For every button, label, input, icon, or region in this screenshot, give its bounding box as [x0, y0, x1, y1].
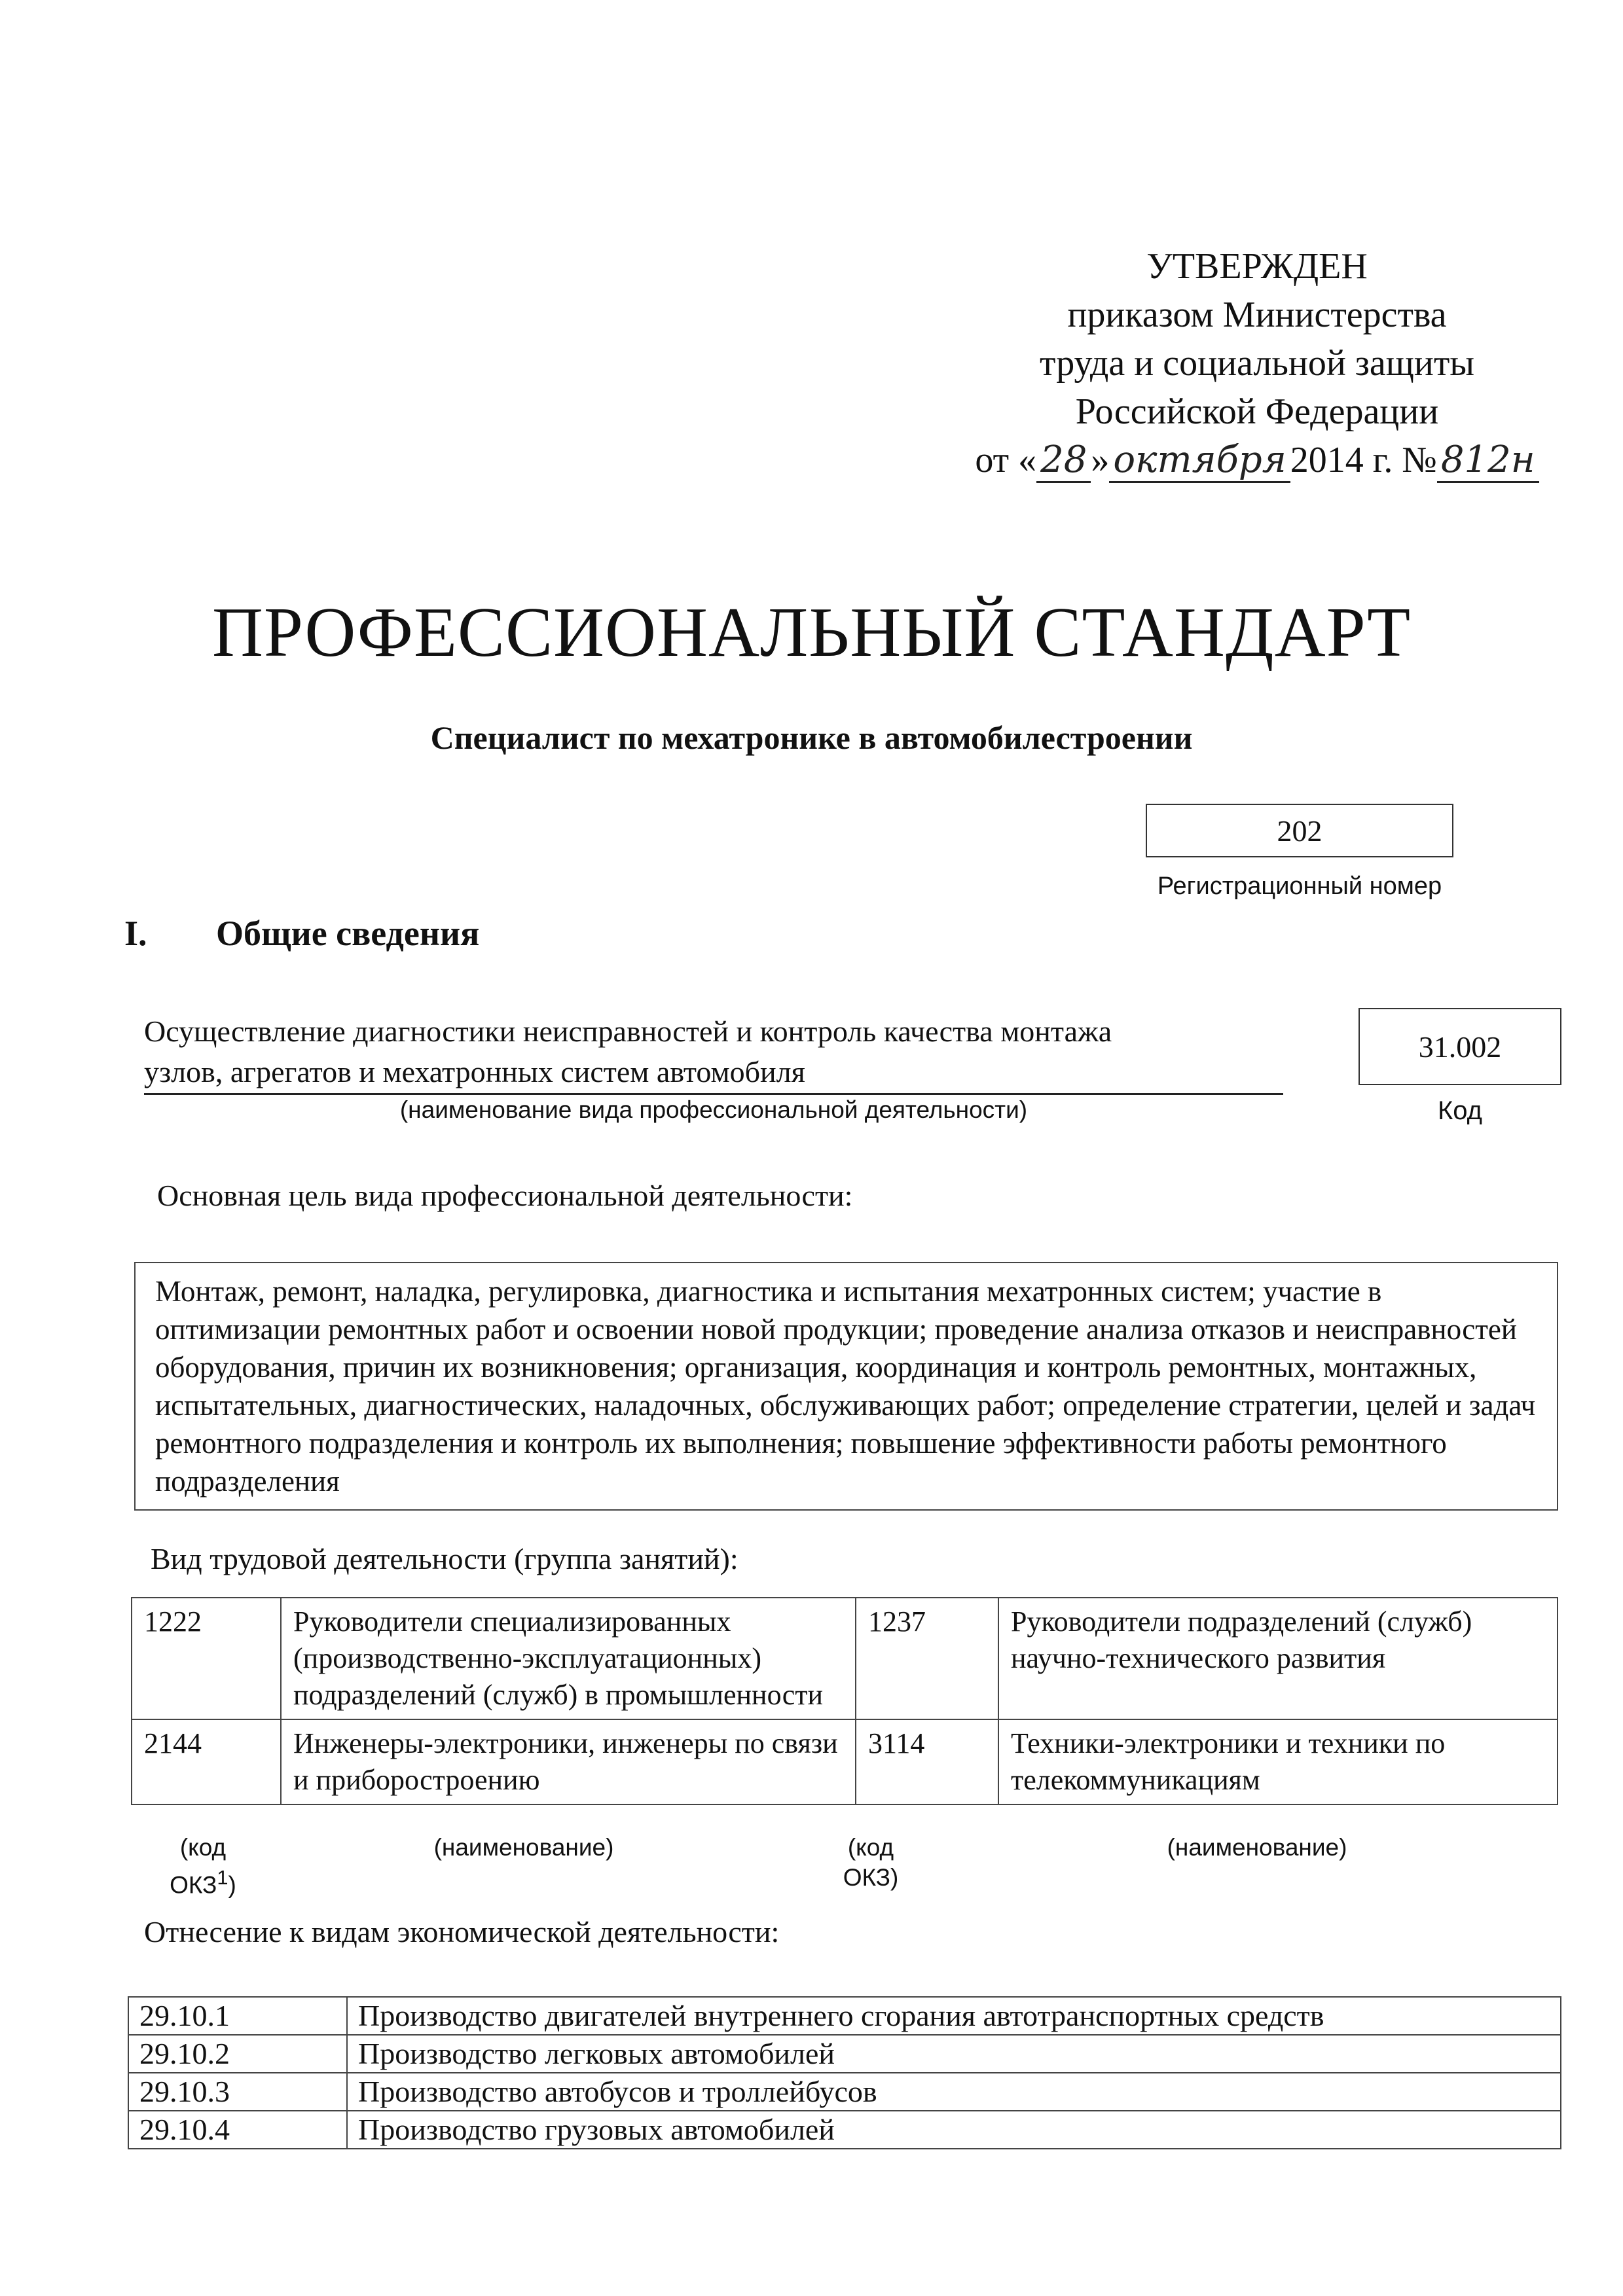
- okved-code-cell: 29.10.1: [128, 1997, 347, 2035]
- section-number: I.: [124, 914, 147, 953]
- approval-title: УТВЕРЖДЕН: [1146, 246, 1368, 287]
- approval-line-federation: Российской Федерации: [1075, 391, 1439, 432]
- handwritten-month: октября: [1109, 439, 1290, 483]
- activity-name-line1: Осуществление диагностики неисправностей и контроль качества монтажа: [144, 1014, 1112, 1048]
- document-subtitle: Специалист по мехатронике в автомобилестроении: [430, 719, 1193, 756]
- caption-name-2: (наименование): [1167, 1834, 1347, 1861]
- occupations-table: [131, 1597, 1558, 1805]
- okved-code-cell: 29.10.3: [128, 2073, 347, 2111]
- economic-table: [128, 1996, 1561, 2149]
- approval-block: [969, 242, 1545, 484]
- table-row: [132, 1719, 1558, 1804]
- okz-name-cell: Руководители подразделений (служб) научно-технического развития: [998, 1598, 1558, 1719]
- document-title: ПРОФЕССИОНАЛЬНЫЙ СТАНДАРТ: [211, 594, 1412, 672]
- okved-name-cell: Производство грузовых автомобилей: [347, 2111, 1561, 2149]
- activity-name: [144, 1011, 1283, 1092]
- approval-date-line: [969, 436, 1545, 484]
- approval-line-ministry: труда и социальной защиты: [1040, 343, 1474, 384]
- okved-name-cell: Производство автобусов и троллейбусов: [347, 2073, 1561, 2111]
- date-mid: »: [1091, 440, 1110, 480]
- goal-text-box: Монтаж, ремонт, наладка, регулировка, диагностика и испытания мехатронных систем; участие в оптимизации ремонтных работ и освоении новой продукции; проведение анализа отказов и неисправностей оборудования, причин их возникновения; организация, координация и контроль ремонтных, монтажных, испытательных, диагностических, наладочных, обслуживающих работ; определение стратегии, целей и задач ремонтного подразделения и контроль их выполнения; повышение эффективности работы ремонтного подразделения: [134, 1262, 1558, 1511]
- okz-name-cell: Техники-электроники и техники по телекоммуникациям: [998, 1719, 1558, 1804]
- caption-okz-code-1: (код ОКЗ$^1$): [170, 1834, 236, 1899]
- activity-caption: (наименование вида профессиональной деятельности): [399, 1096, 1028, 1123]
- activity-name-line2: узлов, агрегатов и мехатронных систем автомобиля: [144, 1055, 805, 1088]
- table-row: [128, 2111, 1561, 2149]
- table-row: [128, 1997, 1561, 2035]
- handwritten-day: 28: [1036, 439, 1091, 483]
- okz-code-cell: 2144: [132, 1719, 281, 1804]
- okved-name-cell: Производство двигателей внутреннего сгорания автотранспортных средств: [347, 1997, 1561, 2035]
- activity-underline: [144, 1093, 1283, 1095]
- okz-name-cell: Инженеры-электроники, инженеры по связи и приборостроению: [281, 1719, 856, 1804]
- section-heading: [124, 913, 479, 954]
- year-text: 2014 г. №: [1290, 440, 1437, 480]
- table-row: [128, 2073, 1561, 2111]
- caption-name-1: (наименование): [433, 1834, 614, 1861]
- economic-label: Отнесение к видам экономической деятельности:: [144, 1915, 780, 1948]
- activity-code-label: Код: [1437, 1096, 1482, 1125]
- okved-name-cell: Производство легковых автомобилей: [347, 2035, 1561, 2073]
- handwritten-order-number: 812н: [1437, 439, 1539, 483]
- okz-code-cell: 1222: [132, 1598, 281, 1719]
- caption-okz-code-2: (код ОКЗ): [843, 1834, 899, 1891]
- table-row: [128, 2035, 1561, 2073]
- approval-line-order: приказом Министерства: [1067, 295, 1447, 335]
- okz-code-cell: 1237: [856, 1598, 998, 1719]
- section-title: Общие сведения: [216, 914, 480, 953]
- okved-code-cell: 29.10.2: [128, 2035, 347, 2073]
- table-row: [132, 1598, 1558, 1719]
- registration-number-box: 202: [1146, 804, 1453, 857]
- registration-number-label: Регистрационный номер: [1157, 872, 1442, 900]
- okz-code-cell: 3114: [856, 1719, 998, 1804]
- occupations-label: Вид трудовой деятельности (группа занятий):: [151, 1542, 739, 1575]
- date-prefix: от «: [975, 440, 1037, 480]
- okz-name-cell: Руководители специализированных (производственно-эксплуатационных) подразделений (служб) в промышленности: [281, 1598, 856, 1719]
- goal-label: Основная цель вида профессиональной деятельности:: [157, 1179, 853, 1212]
- okved-code-cell: 29.10.4: [128, 2111, 347, 2149]
- activity-code-box: 31.002: [1359, 1008, 1561, 1085]
